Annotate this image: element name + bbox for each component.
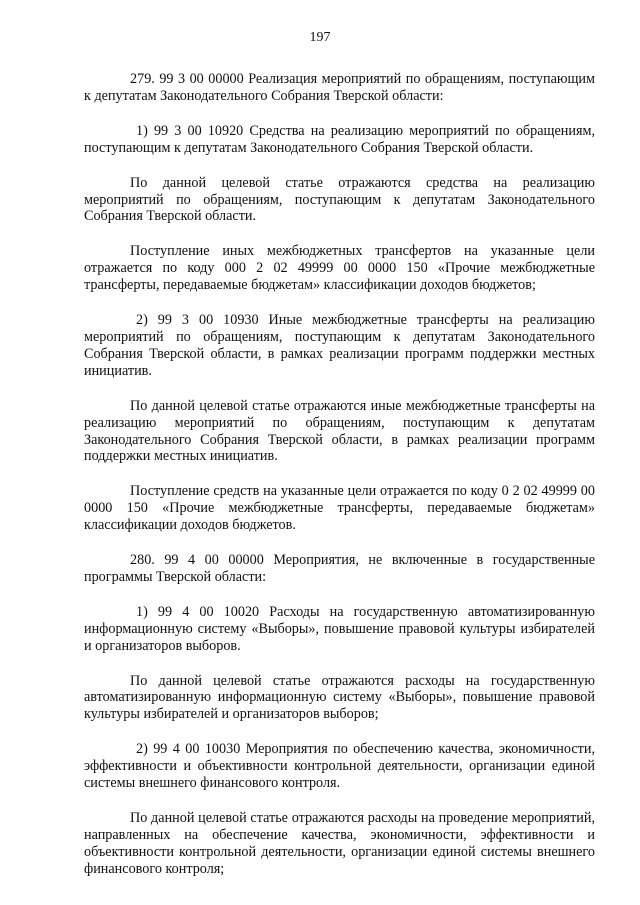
paragraph-revenue-code-2: Поступление средств на указанные цели отражается по коду 0 2 02 49999 00 0000 150 «Прочие межбюджетные трансферты, передаваемые бюджетам» классификации доходов бюджетов. [84, 483, 595, 534]
paragraph-item-1-10020: 1) 99 4 00 10020 Расходы на государственную автоматизированную информационную систему «Выборы», повышение правовой культуры избирателей и организаторов выборов. [84, 603, 595, 654]
paragraph-revenue-code-1: Поступление иных межбюджетных трансфертов на указанные цели отражается по коду 000 2 02 49999 00 0000 150 «Прочие межбюджетные трансферты, передаваемые бюджетам» классификации доходов бюджетов; [84, 243, 595, 294]
page-number: 197 [309, 30, 331, 45]
paragraph-description-10030: По данной целевой статье отражаются расходы на проведение мероприятий, направленных на обеспечение качества, экономичности, эффективности и объективности контрольной деятельности, организации единой системы внешнего финансового контроля; [84, 810, 595, 877]
paragraph-item-2-10030: 2) 99 4 00 10030 Мероприятия по обеспечению качества, экономичности, эффективности и объективности контрольной деятельности, организации единой системы внешнего финансового контроля. [84, 741, 595, 792]
paragraph-279-heading: 279. 99 3 00 00000 Реализация мероприятий по обращениям, поступающим к депутатам Законодательного Собрания Тверской области: [84, 71, 595, 104]
paragraph-item-1-10920: 1) 99 3 00 10920 Средства на реализацию мероприятий по обращениям, поступающим к депутатам Законодательного Собрания Тверской области. [84, 122, 595, 156]
paragraph-description-10930: По данной целевой статье отражаются иные межбюджетные трансферты на реализацию мероприятий по обращениям, поступающим к депутатам Законодательного Собрания Тверской области, в рамках реализации программ поддержки местных инициатив. [84, 397, 595, 465]
paragraph-description-10020: По данной целевой статье отражаются расходы на государственную автоматизированную информационную систему «Выборы», повышение правовой культуры избирателей и организаторов выборов; [84, 672, 595, 723]
paragraph-description-10920: По данной целевой статье отражаются средства на реализацию мероприятий по обращениям, поступающим к депутатам Законодательного Собрания Тверской области. [84, 174, 595, 225]
paragraph-280-heading: 280. 99 4 00 00000 Мероприятия, не включенные в государственные программы Тверской области: [84, 552, 595, 585]
document-body [84, 71, 595, 878]
paragraph-item-2-10930: 2) 99 3 00 10930 Иные межбюджетные трансферты на реализацию мероприятий по обращениям, поступающим к депутатам Законодательного Собрания Тверской области, в рамках реализации программ поддержки местных инициатив. [84, 312, 595, 379]
